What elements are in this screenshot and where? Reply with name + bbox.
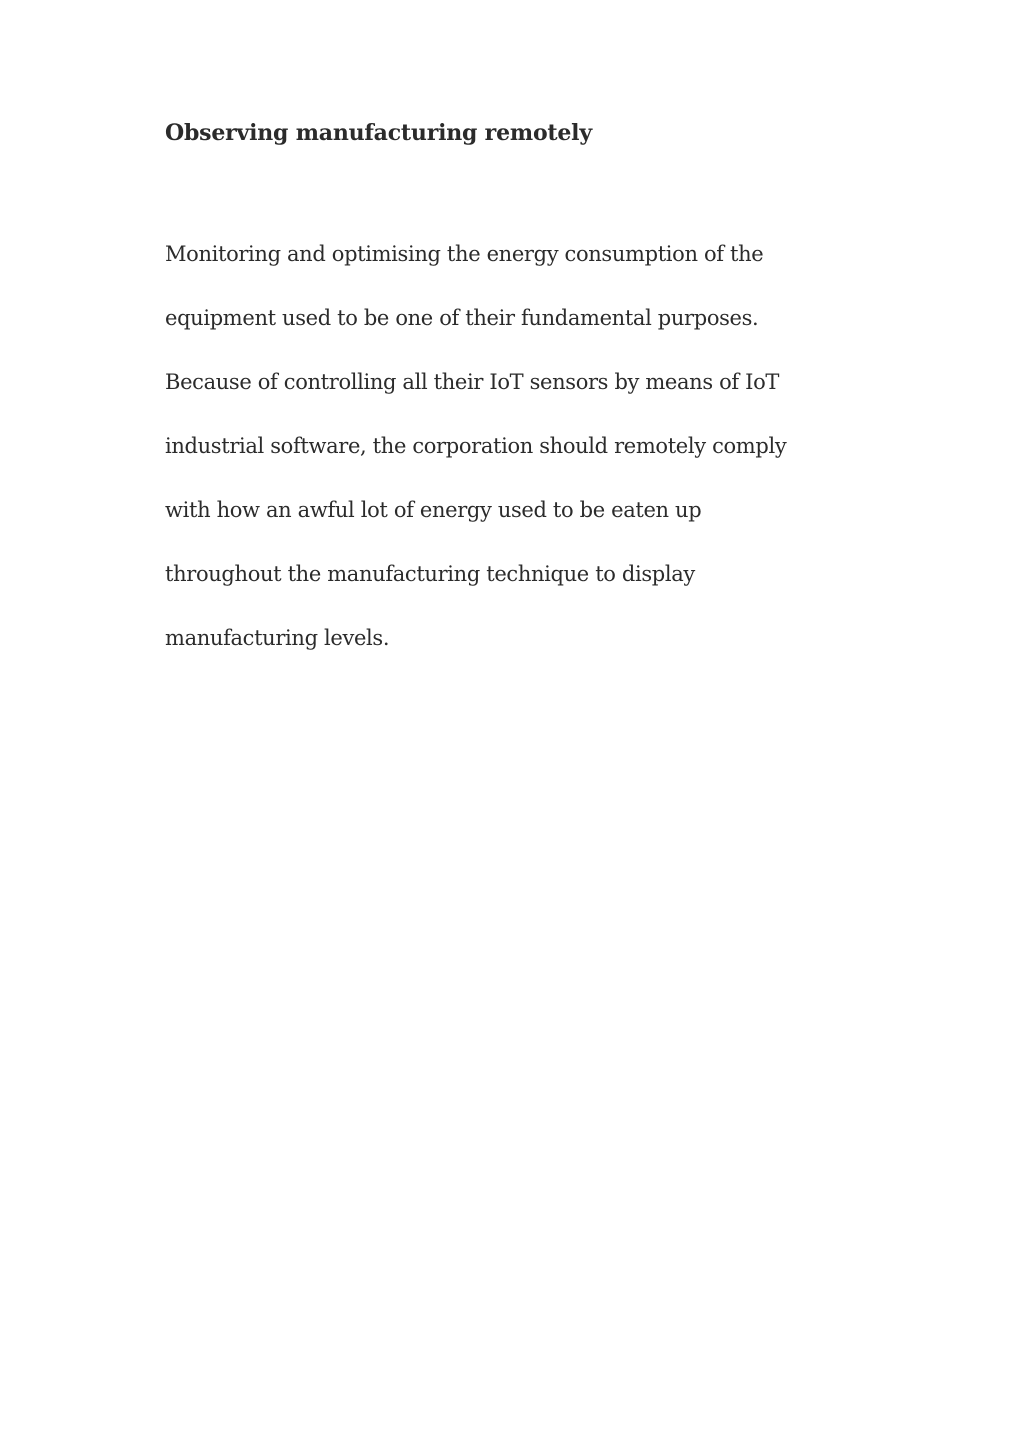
paragraph-line: with how an awful lot of energy used to be eaten up	[165, 498, 702, 522]
section-heading: Observing manufacturing remotely	[165, 120, 592, 146]
paragraph-line: manufacturing levels.	[165, 626, 390, 650]
body-paragraph	[165, 232, 786, 680]
paragraph-line: Monitoring and optimising the energy consumption of the	[165, 242, 764, 266]
paragraph-line: equipment used to be one of their fundamental purposes.	[165, 306, 759, 330]
paragraph-line: industrial software, the corporation should remotely comply	[165, 434, 787, 458]
paragraph-line: throughout the manufacturing technique to display	[165, 562, 695, 586]
paragraph-line: Because of controlling all their IoT sensors by means of IoT	[165, 370, 780, 394]
